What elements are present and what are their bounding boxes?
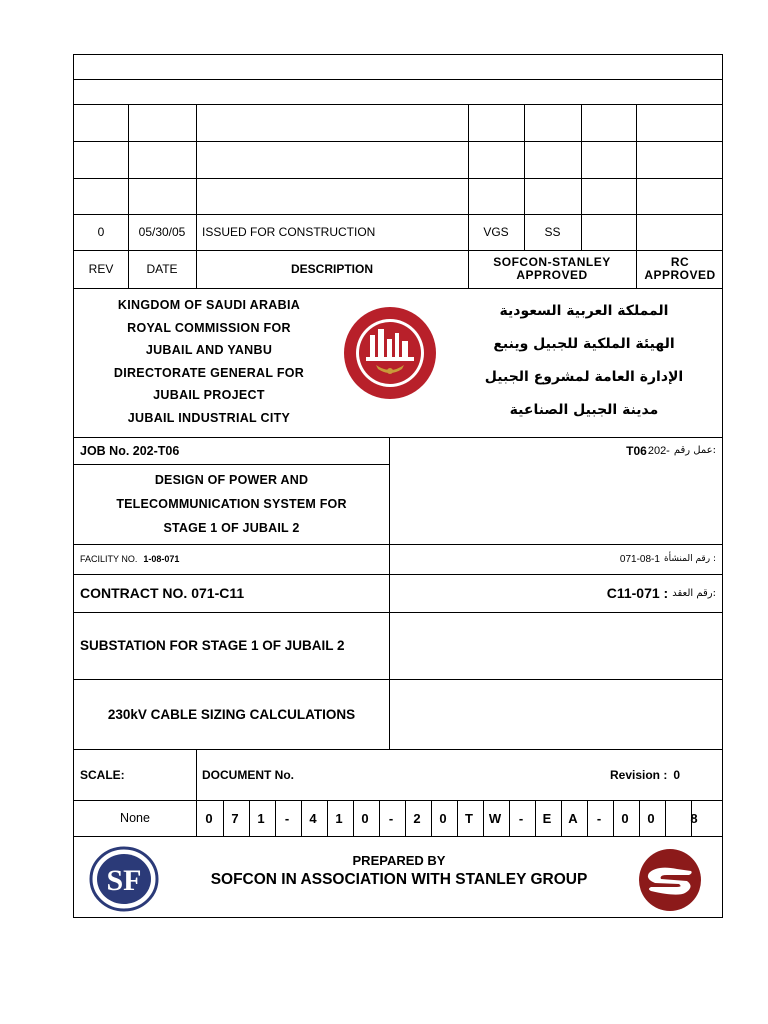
document-number-digit: 0 bbox=[205, 810, 213, 826]
contract-number-arabic bbox=[389, 574, 724, 612]
revision-value: 0 bbox=[673, 767, 681, 782]
job-number: JOB No. 202-T06 bbox=[80, 443, 180, 458]
sofcon-approver-cell: VGS bbox=[483, 225, 509, 239]
rc-approved-line1: RC bbox=[670, 255, 690, 269]
sofcon-logo-icon bbox=[88, 846, 160, 912]
svg-text:SF: SF bbox=[106, 864, 142, 897]
org-arabic-line: الهيئة الملكية للجبيل وينبع bbox=[493, 336, 675, 352]
facility-value: 1-08-071 bbox=[143, 554, 180, 564]
revision-label bbox=[574, 749, 724, 800]
contract-arabic-value: C11-071 : bbox=[606, 585, 669, 601]
sofcon-approved-header bbox=[468, 250, 636, 288]
document-number-digit: 4 bbox=[309, 810, 317, 826]
rule bbox=[74, 178, 722, 179]
job-num-arabic: 202- bbox=[647, 444, 670, 457]
scale-label: SCALE: bbox=[80, 767, 125, 782]
document-number-digit: 8 bbox=[690, 810, 698, 826]
org-line: JUBAIL PROJECT bbox=[153, 388, 265, 402]
document-number-digit: 1 bbox=[257, 810, 265, 826]
document-number-digit: 0 bbox=[439, 810, 447, 826]
document-number-digit: T bbox=[465, 810, 473, 826]
sofcon-approver-cell: SS bbox=[544, 225, 561, 239]
document-number-digit: 0 bbox=[621, 810, 629, 826]
rc-approved-header bbox=[636, 250, 724, 288]
sofcon-approved-line2: APPROVED bbox=[516, 268, 588, 282]
project-title-line: STAGE 1 OF JUBAIL 2 bbox=[163, 521, 300, 535]
project-title-line: TELECOMMUNICATION SYSTEM FOR bbox=[116, 497, 347, 511]
facility-number-arabic bbox=[389, 544, 724, 574]
org-arabic-line: المملكة العربية السعودية bbox=[499, 303, 669, 319]
job-label-arabic: عمل رقم: bbox=[673, 445, 716, 456]
description-header: DESCRIPTION bbox=[290, 262, 373, 276]
document-number-digit: 0 bbox=[361, 810, 369, 826]
document-number-digit: - bbox=[284, 810, 290, 826]
document-number-digit: - bbox=[596, 810, 602, 826]
document-number-digit: E bbox=[542, 810, 552, 826]
job-number-arabic bbox=[389, 437, 724, 464]
facility-arabic-value: 071-08-1 bbox=[619, 553, 660, 565]
rule bbox=[74, 79, 722, 80]
rc-approved-line2: APPROVED bbox=[644, 268, 716, 282]
org-line: ROYAL COMMISSION FOR bbox=[127, 321, 291, 335]
rule bbox=[74, 104, 722, 105]
facility-label: FACILITY NO. bbox=[80, 554, 138, 564]
facility-number bbox=[74, 544, 389, 574]
prepared-by-company: SOFCON IN ASSOCIATION WITH STANLEY GROUP bbox=[210, 871, 588, 888]
rev-cell: 0 bbox=[97, 225, 105, 239]
rule bbox=[581, 104, 582, 250]
rule bbox=[74, 288, 722, 289]
title-block bbox=[73, 54, 723, 918]
scale-value: None bbox=[120, 811, 150, 825]
contract-number: CONTRACT NO. 071-C11 bbox=[80, 585, 245, 601]
document-number-digit: 7 bbox=[231, 810, 239, 826]
rev-header: REV bbox=[88, 262, 114, 276]
date-cell: 05/30/05 bbox=[138, 225, 186, 239]
rule bbox=[74, 141, 722, 142]
org-arabic-line: الإدارة العامة لمشروع الجبيل bbox=[484, 369, 684, 385]
document-title: 230kV CABLE SIZING CALCULATIONS bbox=[107, 706, 356, 722]
facility-arabic-label: رقم المنشأة : bbox=[663, 554, 716, 564]
job-code-arabic: T06 bbox=[626, 443, 647, 458]
org-arabic-line: مدينة الجبيل الصناعية bbox=[509, 402, 659, 418]
org-line: JUBAIL AND YANBU bbox=[145, 343, 273, 357]
revision-label-text: Revision : bbox=[610, 767, 668, 782]
description-cell: ISSUED FOR CONSTRUCTION bbox=[202, 225, 376, 239]
prepared-by-label: PREPARED BY bbox=[352, 852, 446, 868]
project-title bbox=[74, 464, 389, 544]
stanley-logo-icon bbox=[637, 847, 703, 913]
document-number-digit: - bbox=[388, 810, 394, 826]
document-number-digit: A bbox=[568, 810, 578, 826]
contract-arabic-label: رقم العقد: bbox=[672, 587, 716, 599]
document-number-label: DOCUMENT No. bbox=[202, 767, 294, 782]
sofcon-approved-line1: SOFCON-STANLEY bbox=[493, 255, 611, 269]
document-number-digit: - bbox=[518, 810, 524, 826]
org-line: KINGDOM OF SAUDI ARABIA bbox=[117, 298, 301, 312]
org-line: DIRECTORATE GENERAL FOR bbox=[113, 366, 305, 380]
document-number-digit: 0 bbox=[647, 810, 655, 826]
document-number-digit: 2 bbox=[413, 810, 421, 826]
document-number-digit: 1 bbox=[335, 810, 343, 826]
org-line: JUBAIL INDUSTRIAL CITY bbox=[127, 411, 291, 425]
royal-commission-seal-icon bbox=[342, 305, 438, 401]
date-header: DATE bbox=[146, 262, 178, 276]
substation-title: SUBSTATION FOR STAGE 1 OF JUBAIL 2 bbox=[80, 638, 345, 653]
rule bbox=[74, 836, 722, 837]
document-number-digit: W bbox=[488, 810, 502, 826]
project-title-line: DESIGN OF POWER AND bbox=[154, 473, 309, 487]
